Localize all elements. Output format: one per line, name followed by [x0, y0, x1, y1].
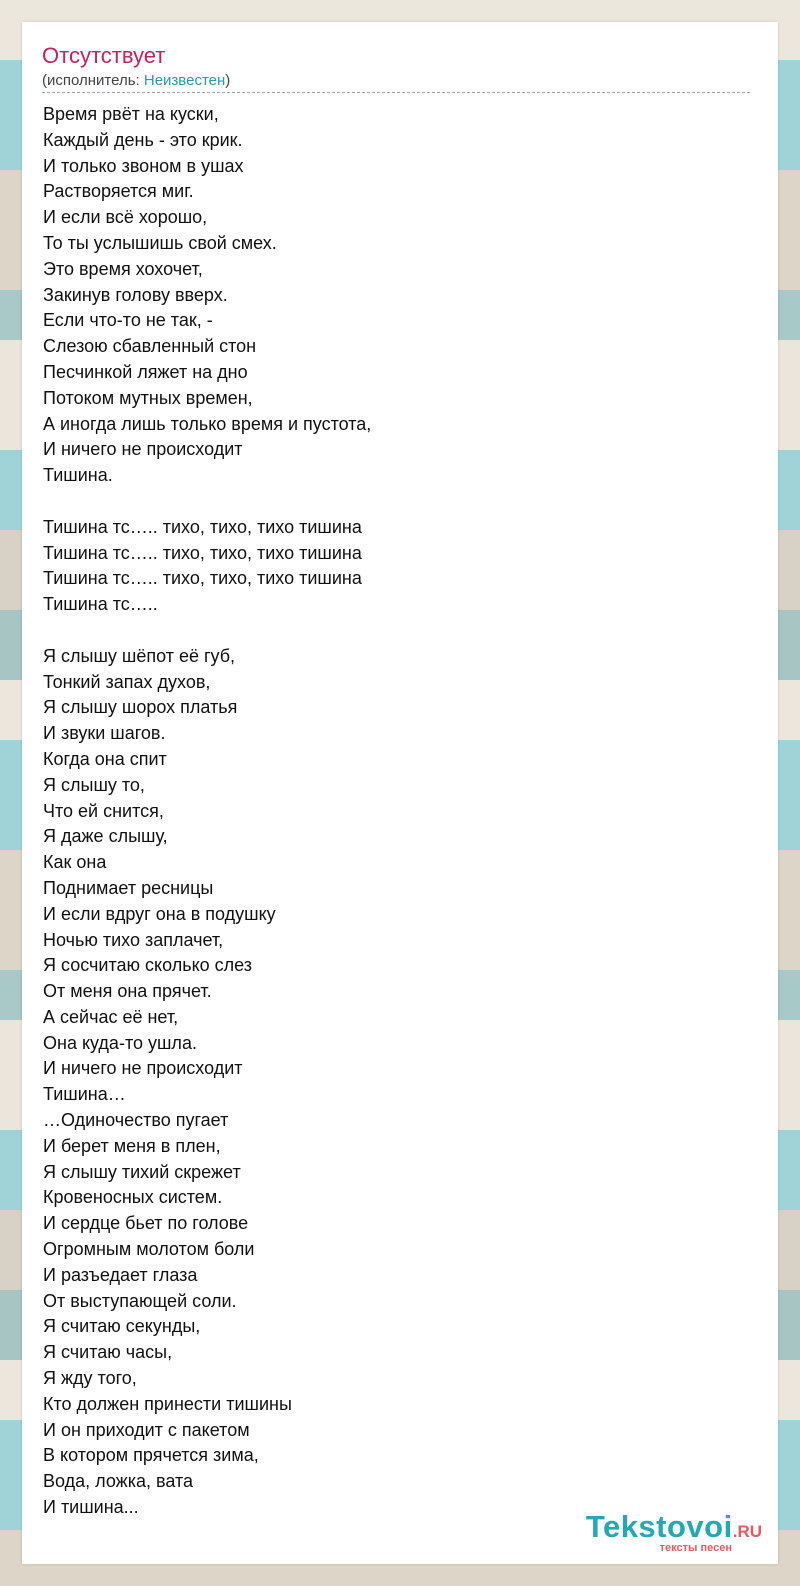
lyrics-card — [22, 22, 778, 1564]
logo-tld-text: .RU — [732, 1522, 762, 1541]
logo-main-text: Tekstovoi — [585, 1509, 733, 1544]
lyrics-text: Время рвёт на куски, Каждый день - это крик. И только звоном в ушах Растворяется миг. И если всё хорошо, То ты услышишь свой смех. Это время хохочет, Закинув голову вверх. Если что-то не так, - Слезою сбавленный стон Песчинкой ляжет на дно Потоком мутных времен, А иногда лишь только время и пустота, И ничего не происходит Тишина. Тишина тс….. тихо, тихо, тихо тишина Тишина тс….. тихо, тихо, тихо тишина Тишина тс….. тихо, тихо, тихо тишина Тишина тс….. Я слышу шёпот её губ, Тонкий запах духов, Я слышу шорох платья И звуки шагов. Когда она спит Я слышу то, Что ей снится, Я даже слышу, Как она Поднимает ресницы И если вдруг она в подушку Ночью тихо заплачет, Я сосчитаю сколько слез От меня она прячет. А сейчас её нет, Она куда-то ушла. И ничего не происходит Тишина… …Одиночество пугает И берет меня в плен, Я слышу тихий скрежет Кровеносных систем. И сердце бьет по голове Огромным молотом боли И разъедает глаза От выступающей соли. Я считаю секунды, Я считаю часы, Я жду того, Кто должен принести тишины И он приходит с пакетом В котором прячется зима, Вода, ложка, вата И тишина... — [43, 104, 372, 1518]
divider — [42, 92, 750, 93]
site-logo[interactable] — [585, 1509, 762, 1554]
song-title: Отсутствует — [42, 43, 166, 68]
artist-link[interactable]: Неизвестен — [143, 72, 226, 89]
logo-subtitle: тексты песен — [659, 1542, 732, 1554]
artist-suffix: ) — [225, 72, 231, 89]
artist-line — [42, 72, 230, 90]
artist-prefix: (исполнитель: — [42, 72, 144, 89]
